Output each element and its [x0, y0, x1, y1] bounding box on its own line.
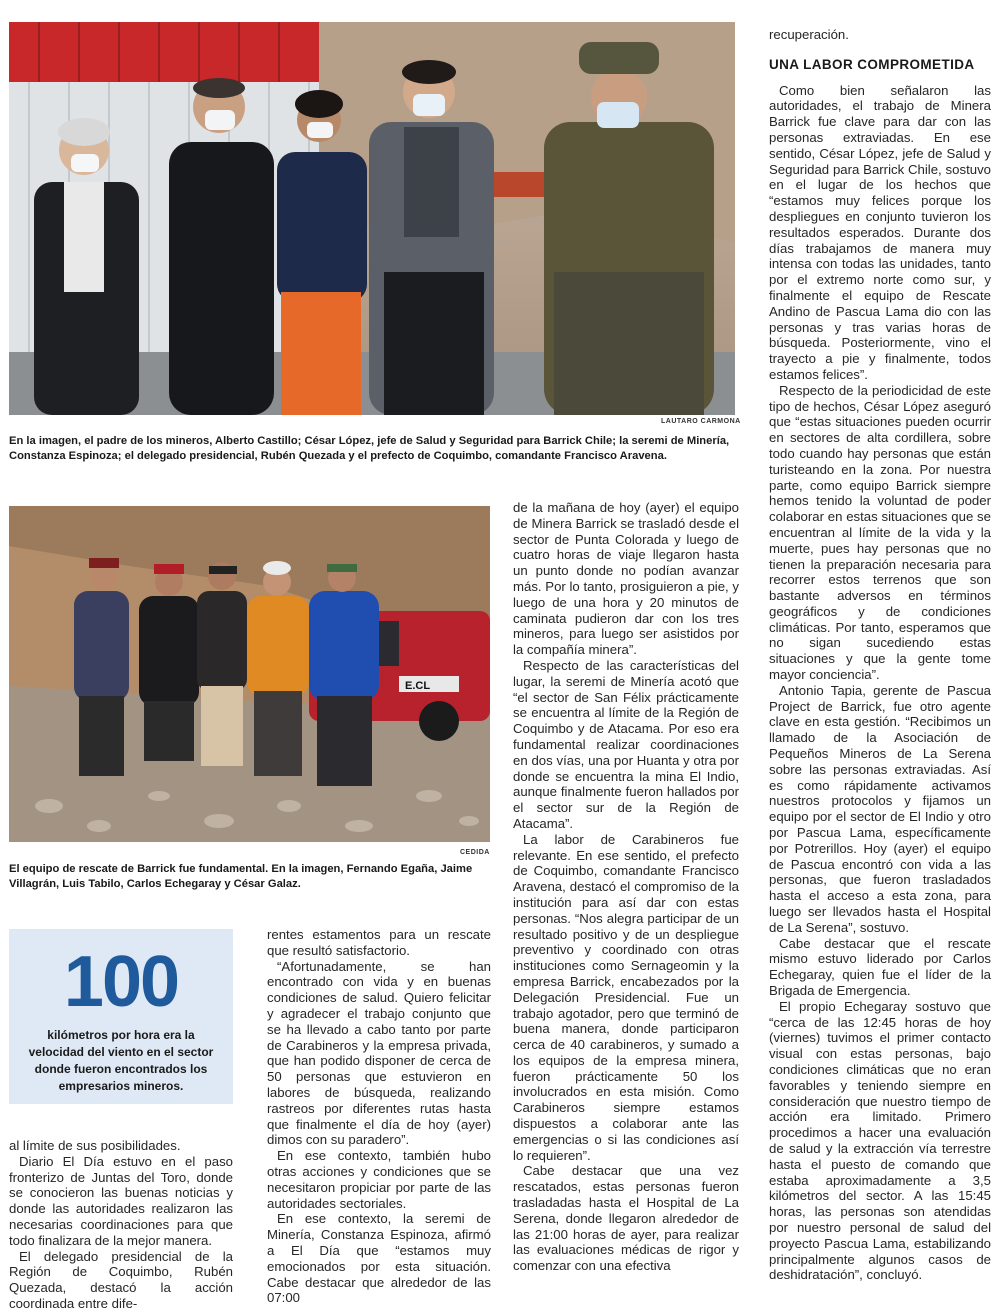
paragraph: Diario El Día estuvo en el paso fronterizo de Juntas del Toro, donde se conocieron las buenas noticias y donde las autoridades realizaron las necesarias coordinaciones para que todo finalizara de la mejor manera.: [9, 1153, 233, 1248]
truck-plate: E.CL: [405, 680, 431, 692]
officials-illustration: [9, 22, 735, 415]
paragraph: recuperación.: [769, 27, 849, 42]
paragraph: El delegado presidencial de la Región de Coquimbo, Rubén Quezada, destacó la acción coordinada entre dife-: [9, 1248, 233, 1311]
paragraph: Respecto de la periodicidad de este tipo de hechos, César López aseguró que “estas situaciones pueden ocurrir en sectores de alta cordillera, sobre todo cuando hay personas que están turisteando en la zona. Por nuestra parte, como equipo Barrick siempre hemos tenido la voluntad de poder colaborar en estas situaciones que se encuentran al límite de la vida y la muerte, pues hay personas que no tienen la preparación necesaria para recorrer estos terrenos que son bastante adversos en términos geográficos y de condiciones climáticas. Por tanto, esperamos que no sigan sucediendo estas situaciones y que la gente tome mayor conciencia”.: [769, 382, 991, 683]
stat-text: kilómetros por hora era la velocidad del viento en el sector donde fueron encontrados los empresarios mineros.: [28, 1028, 214, 1093]
rescue-team-illustration: [9, 506, 490, 842]
photo-rescue-team: [9, 506, 490, 842]
photo1-caption: En la imagen, el padre de los mineros, Alberto Castillo; César López, jefe de Salud y Seguridad para Barrick Chile; la seremi de Minería, Constanza Espinoza; el delegado presidencial, Rubén Quezada y el prefecto de Coquimbo, comandante Francisco Aravena.: [9, 435, 730, 462]
paragraph: Respecto de las características del lugar, la seremi de Minería acotó que “el sector de San Félix prácticamente se encuentra al límite de la Región de Coquimbo y de Atacama. Por eso era fundamental realizar coordinaciones en dos vías, una por Huanta y otra por donde se encuentra la mina El Indio, aunque finalmente fueron hallados por el sector sur de la Región de Atacama”.: [513, 657, 739, 831]
paragraph: “Afortunadamente, se han encontrado con vida y en buenas condiciones de salud. Quiero felicitar y agradecer el trabajo conjunto que se ha llevado a cabo tanto por parte de Carabineros y la empresa privada, que han podido disponer de cerca de 50 personas que estuvieron en labores de búsqueda, realizando rastreos por diferentes rutas hasta que finalmente el día de hoy (ayer) dimos con su paradero”.: [267, 958, 491, 1148]
photo2-credit: CEDIDA: [460, 849, 490, 856]
stat-number: 100: [63, 942, 179, 1022]
subheading: UNA LABOR COMPROMETIDA: [769, 56, 975, 72]
paragraph: El propio Echegaray sostuvo que “cerca de las 12:45 horas de hoy (viernes) tuvimos el primer contacto visual con estas personas, bajo condiciones climáticas que no eran favorables y teniendo siempre en consideración que nuestro tiempo de acción era limitado. Primero procedimos a hacer una evaluación de salud y la extracción vía terrestre hasta el puesto de comando que estaba aproximadamente a 3,5 kilómetros del sector. A las 15:45 horas, las personas son atendidas por nuestro personal de salud del proyecto Pascua Lama, estabilizando principalmente algunos casos de deshidratación”, concluyó.: [769, 998, 991, 1283]
photo2-caption: El equipo de rescate de Barrick fue fundamental. En la imagen, Fernando Egaña, Jaime Villagrán, Luis Tabilo, Carlos Echegaray y César Galaz.: [9, 863, 473, 890]
paragraph: Antonio Tapia, gerente de Pascua Project de Barrick, fue otro agente clave en esta gestión. “Recibimos un llamado de la Asociación de Pequeños Mineros de La Serena sobre las personas extraviadas. Así es como rápidamente activamos nuestros protocolos y fijamos un equipo por el sector de El Indio y otro por Pascua Lama, específicamente por Potrerillos. Hoy (ayer) el equipo de Pascua encontró con vida a las personas, que fueron trasladados hasta el acceso a esta zona, para luego ser llevados hasta el Hospital de La Serena”, sostuvo.: [769, 682, 991, 935]
article-column-4: [769, 27, 991, 1283]
article-column-1: [9, 1138, 233, 1312]
paragraph: al límite de sus posibilidades.: [9, 1138, 181, 1153]
paragraph: En ese contexto, también hubo otras acciones y condiciones que se necesitaron propiciar por parte de las autoridades sectoriales.: [267, 1148, 491, 1211]
paragraph: En ese contexto, la seremi de Minería, Constanza Espinoza, afirmó a El Día que “estamos muy emocionados por esta situación. Cabe destacar que alrededor de las 07:00: [267, 1211, 491, 1306]
paragraph: La labor de Carabineros fue relevante. En ese sentido, el prefecto de Coquimbo, comandante Francisco Aravena, destacó el compromiso de la institución para así dar con estas personas. “Nos alegra participar de un resultado positivo y de un despliegue preventivo y coordinado con otras instituciones como Sernageomin y la empresa Barrick, encabezados por la Delegación Presidencial. Fue un trabajo agotador, pero que terminó de buena manera, donde participaron cerca de 40 carabineros, y sumado a los equipos de la empresa minera, fueron prácticamente 50 los involucrados en esta misión. Como Carabineros siempre estamos dispuestos a colaborar ante las emergencias o si las condiciones así lo requieren”.: [513, 831, 739, 1163]
paragraph: Cabe destacar que el rescate mismo estuvo liderado por Carlos Echegaray, quien fue el líder de la Brigada de Emergencia.: [769, 935, 991, 999]
paragraph: rentes estamentos para un rescate que resultó satisfactorio.: [267, 927, 491, 958]
photo1-credit: LAUTARO CARMONA: [661, 418, 741, 425]
paragraph: Como bien señalaron las autoridades, el trabajo de Minera Barrick fue clave para dar con las personas extraviadas. En ese sentido, César López, jefe de Salud y Seguridad para Barrick Chile, sostuvo en el lugar de los hechos que “estamos muy felices porque los despliegues en conjunto tuvieron los resultados esperados. Durante dos días trabajamos de manera muy intensa con todas las unidades, tanto por el extremo norte como sur, y finalmente el equipo de Rescate Andino de Pascua Lama dio con las personas y tras varias horas de búsqueda. Posteriormente, vino el trayecto a pie y finalmente, todos estamos felices”.: [769, 82, 991, 382]
stat-box: [9, 929, 233, 1104]
photo-officials: [9, 22, 735, 415]
paragraph: Cabe destacar que una vez rescatados, estas personas fueron trasladadas hasta el Hospital de La Serena, donde llegaron alrededor de las 21:00 horas de ayer, para realizar las evaluaciones médicas de rigor y comenzar con una efectiva: [513, 1163, 739, 1274]
paragraph: de la mañana de hoy (ayer) el equipo de Minera Barrick se trasladó desde el sector de Punta Colorada y luego de cuatro horas de viaje llegaron hasta un punto donde no podían avanzar más. Por lo tanto, prosiguieron a pie, y luego de una hora y 20 minutos de caminata pudieron dar con los tres mineros, para luego ser asistidos por la compañía minera”.: [513, 500, 739, 658]
article-column-3: [513, 500, 739, 1274]
article-column-2: [267, 927, 491, 1306]
